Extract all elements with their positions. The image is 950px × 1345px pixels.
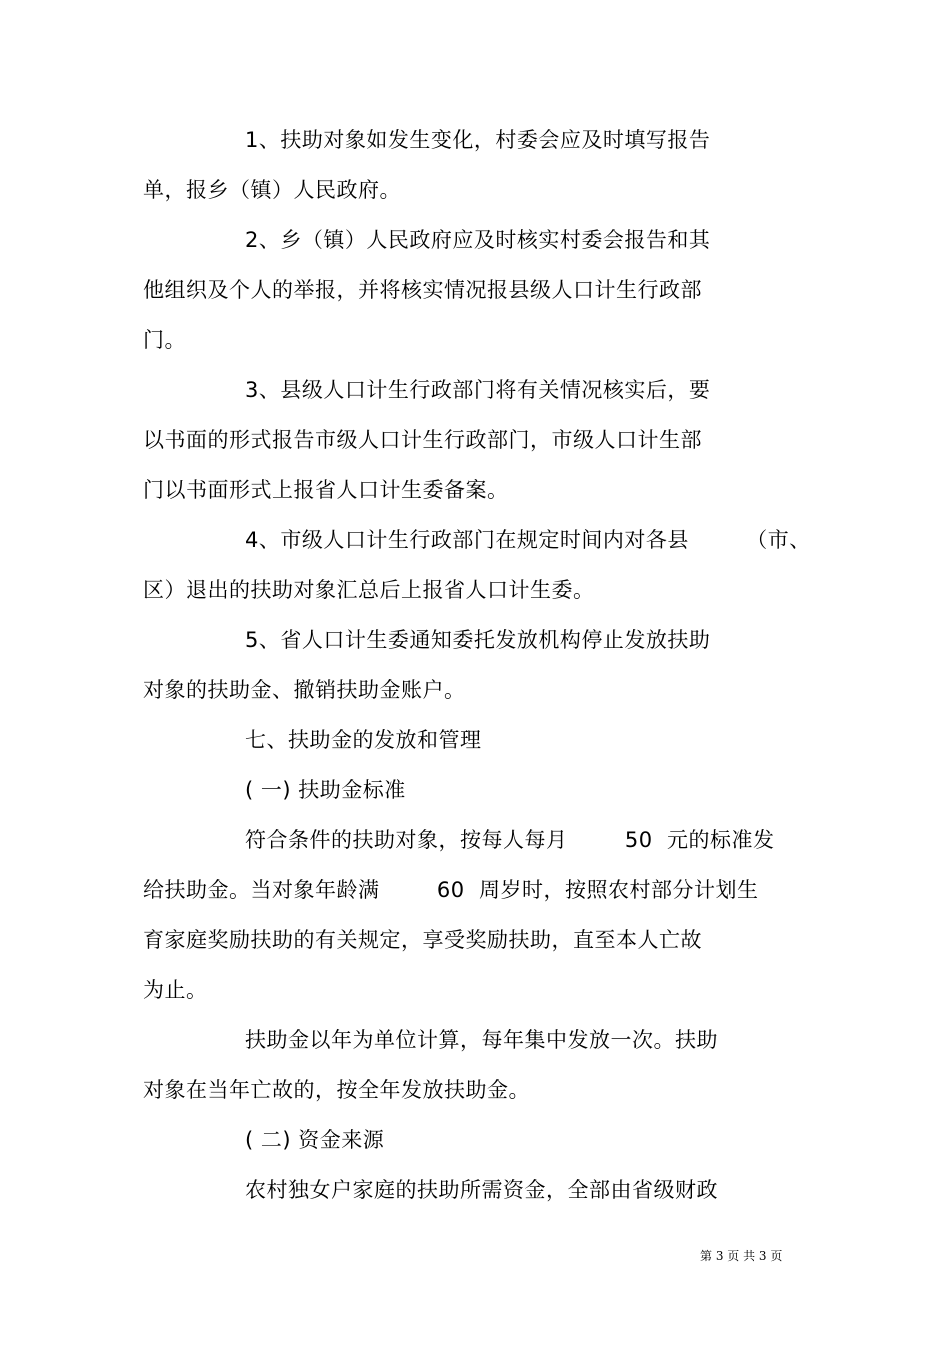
- paragraph-line: 育家庭奖励扶助的有关规定，享受奖励扶助，直至本人亡故: [143, 928, 702, 952]
- section-heading: 七、扶助金的发放和管理: [245, 728, 482, 752]
- subsection-heading: ( 二) 资金来源: [245, 1128, 385, 1152]
- paragraph-line: 区）退出的扶助对象汇总后上报省人口计生委。: [143, 578, 595, 602]
- paragraph-line: 5、省人口计生委通知委托发放机构停止发放扶助: [245, 628, 711, 652]
- page-number: 第 3 页 共 3 页: [700, 1249, 783, 1263]
- paragraph-line: 为止。: [143, 978, 208, 1002]
- paragraph-line: 2、乡（镇）人民政府应及时核实村委会报告和其: [245, 228, 711, 252]
- paragraph-line: 以书面的形式报告市级人口计生行政部门，市级人口计生部: [143, 428, 702, 452]
- paragraph-line: 单，报乡（镇）人民政府。: [143, 178, 401, 202]
- paragraph-line: 农村独女户家庭的扶助所需资金，全部由省级财政: [245, 1178, 718, 1202]
- paragraph-line: 给扶助金。当对象年龄满 60 周岁时，按照农村部分计划生: [143, 878, 759, 902]
- paragraph-line: 1、扶助对象如发生变化，村委会应及时填写报告: [245, 128, 711, 152]
- paragraph-line: 扶助金以年为单位计算，每年集中发放一次。扶助: [245, 1028, 718, 1052]
- paragraph-line: 对象的扶助金、撤销扶助金账户。: [143, 678, 466, 702]
- paragraph-line: 门以书面形式上报省人口计生委备案。: [143, 478, 509, 502]
- paragraph-line: 他组织及个人的举报，并将核实情况报县级人口计生行政部: [143, 278, 702, 302]
- paragraph-line: 3、县级人口计生行政部门将有关情况核实后，要: [245, 378, 711, 402]
- paragraph-line: 对象在当年亡故的，按全年发放扶助金。: [143, 1078, 530, 1102]
- paragraph-line: 门。: [143, 328, 186, 352]
- paragraph-line: 4、市级人口计生行政部门在规定时间内对各县 （市、: [245, 528, 811, 552]
- paragraph-line: 符合条件的扶助对象，按每人每月 50 元的标准发: [245, 828, 775, 852]
- subsection-heading: ( 一) 扶助金标准: [245, 778, 406, 802]
